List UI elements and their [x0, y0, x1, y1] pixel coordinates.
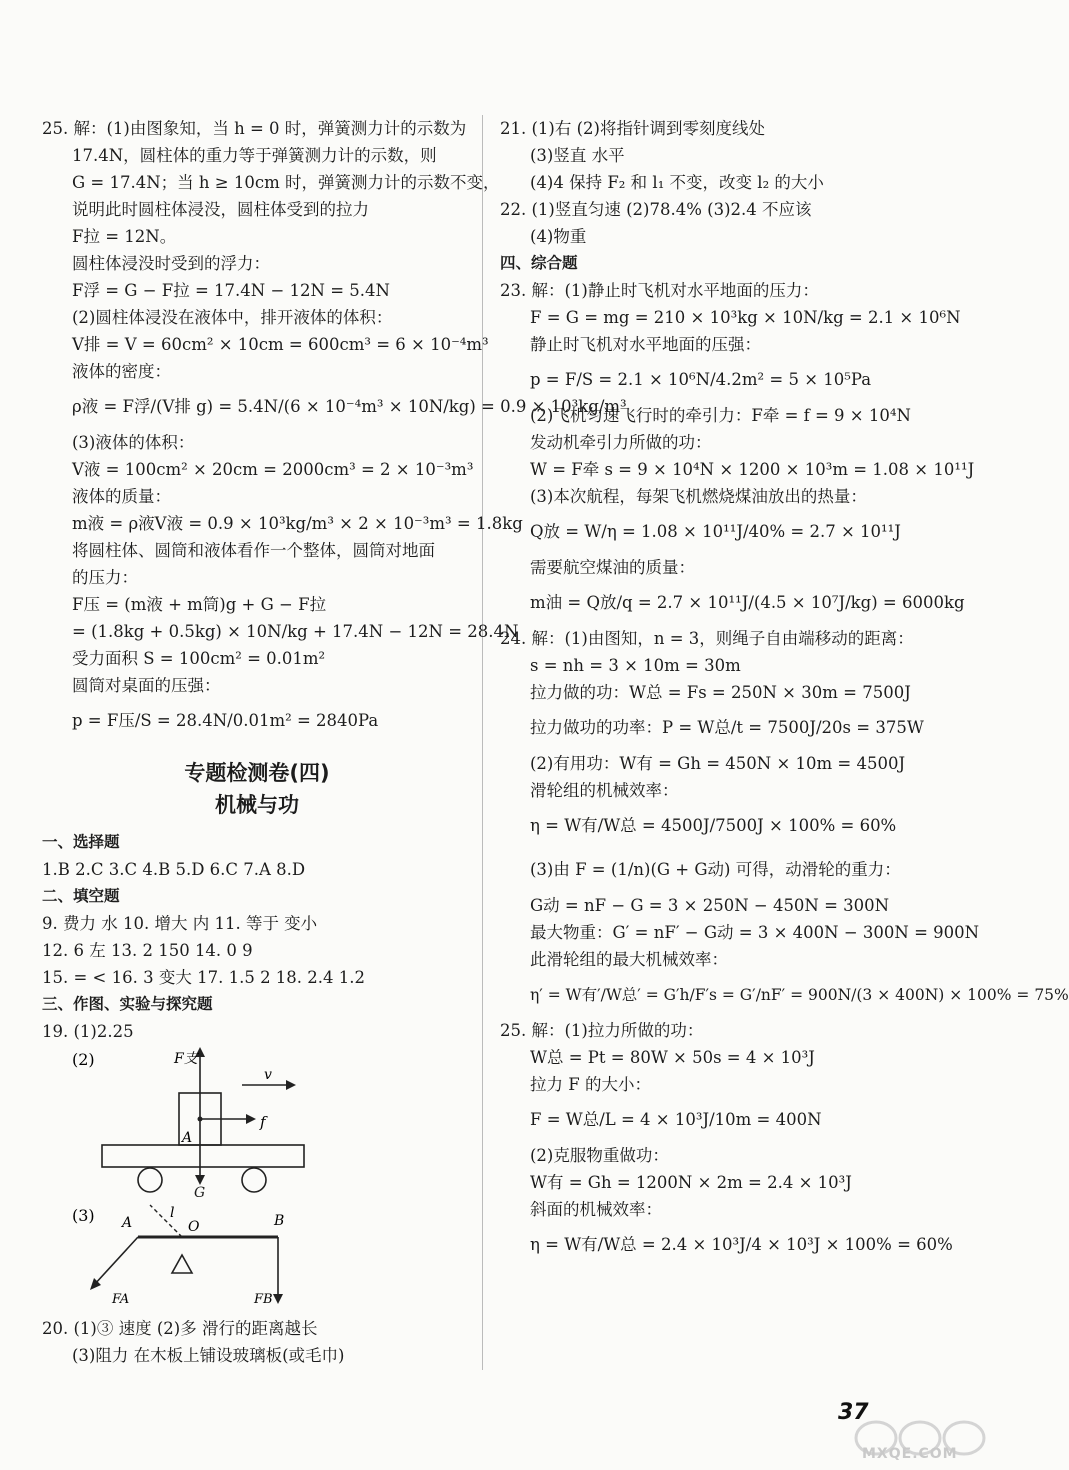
column-divider [482, 115, 483, 1370]
section-title: 专题检测卷(四) [184, 761, 330, 785]
text-line: 24. 解：(1)由图知，n = 3，则绳子自由端移动的距离： [500, 629, 914, 648]
text-line: 发动机牵引力所做的功： [530, 433, 712, 452]
answer-line: 12. 6 左 13. 2 150 14. 0 9 [42, 941, 253, 960]
answer-line: 20. (1)③ 速度 (2)多 滑行的距离越长 [42, 1319, 318, 1338]
text-line: 液体的密度： [72, 362, 171, 381]
formula-line: η = W有/W总 = 2.4 × 10³J/4 × 10³J × 100% = 60% [530, 1235, 953, 1254]
text-line: F = G = mg = 210 × 10³kg × 10N/kg = 2.1 × 10⁶N [530, 308, 961, 327]
label-b: B [274, 1213, 285, 1229]
text-line: 的压力： [72, 568, 138, 587]
section-heading: 一、选择题 [42, 833, 120, 851]
label-a: A [182, 1130, 193, 1146]
section-heading: 三、作图、实验与探究题 [42, 995, 213, 1013]
text-line: F浮 = G − F拉 = 17.4N − 12N = 5.4N [72, 281, 390, 300]
text-line: 此滑轮组的最大机械效率： [530, 950, 728, 969]
formula-line: 拉力做功的功率：P = W总/t = 7500J/20s = 375W [530, 718, 924, 737]
text-line: (3)液体的体积： [72, 433, 195, 452]
text-line: G = 17.4N；当 h ≥ 10cm 时，弹簧测力计的示数不变， [72, 173, 500, 192]
text-line: 滑轮组的机械效率： [530, 781, 679, 800]
answer-line: (4)物重 [530, 227, 587, 246]
label-g: G [194, 1185, 206, 1201]
text-line: 拉力 F 的大小： [530, 1075, 651, 1094]
text-line: (2)克服物重做功： [530, 1146, 669, 1165]
text-line: 将圆柱体、圆筒和液体看作一个整体，圆筒对地面 [72, 541, 435, 560]
text-line: 最大物重：G′ = nF′ − G动 = 3 × 400N − 300N = 900N [530, 923, 980, 942]
label-a: A [122, 1215, 133, 1231]
text-line: 25. 解：(1)由图象知，当 h = 0 时，弹簧测力计的示数为 [42, 119, 467, 138]
lever-diagram [42, 1197, 472, 1309]
text-line: = (1.8kg + 0.5kg) × 10N/kg + 17.4N − 12N = 28.4N [72, 622, 519, 641]
formula-line: η = W有/W总 = 4500J/7500J × 100% = 60% [530, 816, 897, 835]
cart-body [102, 1145, 304, 1167]
lever-diagram-figure [42, 1197, 472, 1309]
text-line: s = nh = 3 × 10m = 30m [530, 656, 741, 675]
text-line: 斜面的机械效率： [530, 1200, 662, 1219]
formula-line: ρ液 = F浮/(V排 g) = 5.4N/(6 × 10⁻⁴m³ × 10N/kg) = 0.9 × 10³kg/m³ [72, 397, 627, 416]
section-heading: 二、填空题 [42, 887, 120, 905]
force-a-arrow [94, 1237, 138, 1285]
text-line: W总 = Pt = 80W × 50s = 4 × 10³J [530, 1048, 815, 1067]
text-line: F拉 = 12N。 [72, 227, 177, 246]
label-v: v [264, 1067, 272, 1083]
fulcrum [172, 1255, 192, 1273]
answer-line: 1.B 2.C 3.C 4.B 5.D 6.C 7.A 8.D [42, 860, 306, 879]
figure-number: (3) [72, 1206, 95, 1225]
arrowhead [246, 1114, 256, 1124]
text-line: F压 = (m液 + m筒)g + G − F拉 [72, 595, 327, 614]
answer-line: 21. (1)右 (2)将指针调到零刻度线处 [500, 119, 765, 138]
formula-line: p = F压/S = 28.4N/0.01m² = 2840Pa [72, 711, 379, 730]
label-fb: FB [254, 1292, 273, 1307]
text-line: 圆筒对桌面的压强： [72, 676, 221, 695]
left-lines-mid [42, 829, 472, 1045]
right-column [500, 115, 1069, 1267]
text-line: 说明此时圆柱体浸没，圆柱体受到的拉力 [72, 200, 369, 219]
left-lines-bottom [42, 1315, 472, 1369]
answer-line: 15. = < 16. 3 变大 17. 1.5 2 18. 2.4 1.2 [42, 968, 366, 987]
cart-wheel [242, 1168, 266, 1192]
text-line: m液 = ρ液V液 = 0.9 × 10³kg/m³ × 2 × 10⁻³m³ = 1.8kg [72, 514, 523, 533]
section-subtitle: 机械与功 [215, 793, 299, 817]
answer-line: 19. (1)2.25 [42, 1022, 134, 1041]
text-line: 液体的质量： [72, 487, 171, 506]
watermark-text: MXQE.COM [862, 1446, 958, 1462]
label-f: f [260, 1113, 266, 1131]
label-f-support: F支 [174, 1051, 198, 1067]
answer-line: (4)4 保持 F₂ 和 l₁ 不变，改变 l₂ 的大小 [530, 173, 824, 192]
figure-number: (2) [72, 1050, 95, 1069]
force-diagram-figure [42, 1045, 472, 1201]
answer-line: 22. (1)竖直匀速 (2)78.4% (3)2.4 不应该 [500, 200, 812, 219]
arrowhead [273, 1294, 283, 1304]
text-line: 需要航空煤油的质量： [530, 558, 695, 577]
text-line: G动 = nF − G = 3 × 250N − 450N = 300N [530, 896, 890, 915]
text-line: 23. 解：(1)静止时飞机对水平地面的压力： [500, 281, 819, 300]
formula-line: m油 = Q放/q = 2.7 × 10¹¹J/(4.5 × 10⁷J/kg) = 6000kg [530, 593, 965, 612]
text-line: (3)本次航程，每架飞机燃烧煤油放出的热量： [530, 487, 867, 506]
text-line: W = F牵 s = 9 × 10⁴N × 1200 × 10³m = 1.08 × 10¹¹J [530, 460, 975, 479]
text-line: 受力面积 S = 100cm² = 0.01m² [72, 649, 326, 668]
text-line: V排 = V = 60cm² × 10cm = 600cm³ = 6 × 10⁻⁴m³ [72, 335, 489, 354]
section-heading: 四、综合题 [500, 254, 578, 272]
answer-line: (3)阻力 在木板上铺设玻璃板(或毛巾) [72, 1346, 345, 1365]
text-line: (2)有用功：W有 = Gh = 450N × 10m = 4500J [530, 754, 906, 773]
cart-wheel [138, 1168, 162, 1192]
page-number: 37 [838, 1400, 869, 1425]
text-line: 圆柱体浸没时受到的浮力： [72, 254, 270, 273]
formula-line: (3)由 F = (1/n)(G + G动) 可得，动滑轮的重力： [530, 860, 901, 879]
text-line: 17.4N，圆柱体的重力等于弹簧测力计的示数，则 [72, 146, 437, 165]
answer-line: 9. 费力 水 10. 增大 内 11. 等于 变小 [42, 914, 318, 933]
label-l: l [170, 1205, 175, 1221]
arrowhead [195, 1175, 205, 1185]
text-line: 25. 解：(1)拉力所做的功： [500, 1021, 704, 1040]
cart-force-diagram [42, 1045, 472, 1185]
lever-arm-line [150, 1205, 182, 1237]
arrowhead [286, 1080, 296, 1090]
text-line: (2)飞机匀速飞行时的牵引力：F牵 = f = 9 × 10⁴N [530, 406, 911, 425]
label-fa: FA [112, 1292, 130, 1307]
text-line: 静止时飞机对水平地面的压强： [530, 335, 761, 354]
formula-line: p = F/S = 2.1 × 10⁶N/4.2m² = 5 × 10⁵Pa [530, 370, 872, 389]
formula-line: η′ = W有′/W总′ = G′h/F′s = G′/nF′ = 900N/(3 × 400N) × 100% = 75% [530, 986, 1069, 1004]
formula-line: F = W总/L = 4 × 10³J/10m = 400N [530, 1110, 822, 1129]
formula-line: Q放 = W/η = 1.08 × 10¹¹J/40% = 2.7 × 10¹¹J [530, 522, 901, 541]
label-o: O [188, 1219, 200, 1235]
text-line: W有 = Gh = 1200N × 2m = 2.4 × 10³J [530, 1173, 852, 1192]
answer-line: (3)竖直 水平 [530, 146, 625, 165]
text-line: 拉力做的功：W总 = Fs = 250N × 30m = 7500J [530, 683, 911, 702]
text-line: V液 = 100cm² × 20cm = 2000cm³ = 2 × 10⁻³m³ [72, 460, 474, 479]
text-line: (2)圆柱体浸没在液体中，排开液体的体积： [72, 308, 393, 327]
